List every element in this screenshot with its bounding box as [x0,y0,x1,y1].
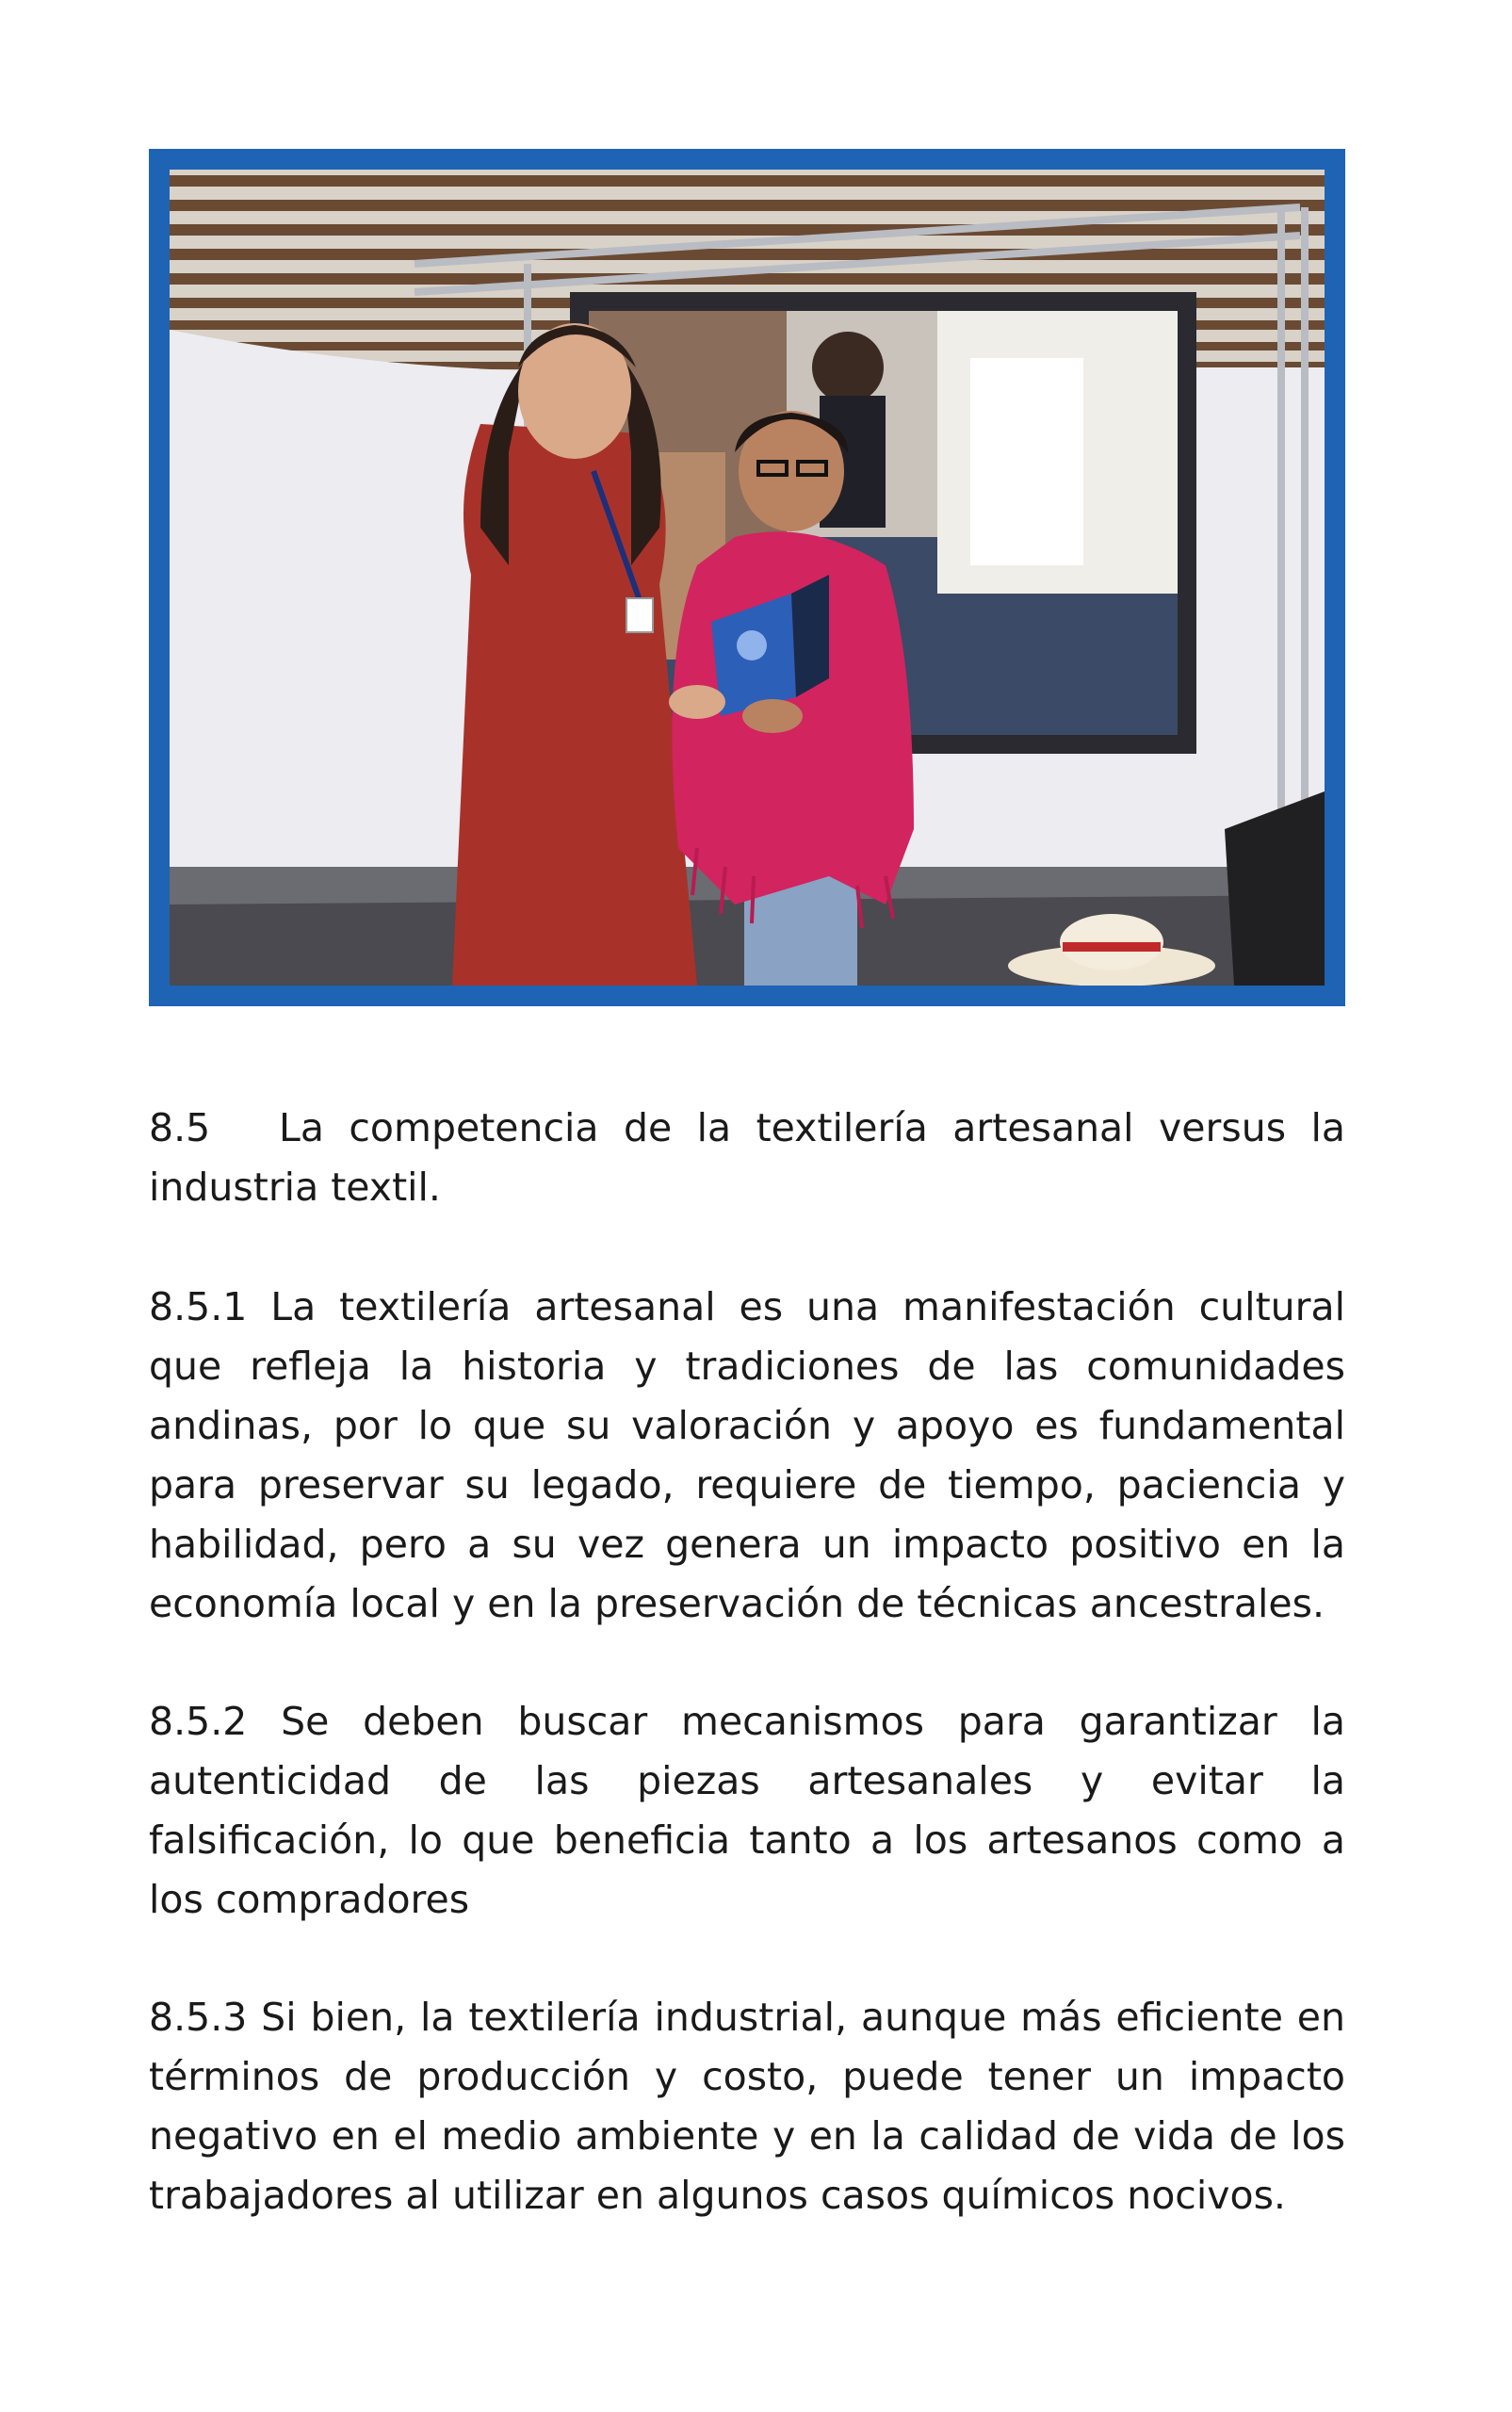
photo-illustration [170,170,1325,986]
paragraph-8-5-2: 8.5.2 Se deben buscar mecanismos para garantizar la autenticidad de las piezas artesanales y evitar la falsificación, lo que beneficia tanto a los artesanos como a los compradores [149,1699,1345,1922]
section-number: 8.5 [149,1105,211,1150]
section-heading [149,1099,1345,1217]
event-photo [149,149,1345,1006]
paragraph-8-5-1: 8.5.1 La textilería artesanal es una manifestación cultural que refleja la historia y tradiciones de las comunidades andinas, por lo que su valoración y apoyo es fundamental para preservar su legado, requiere de tiempo, paciencia y habilidad, pero a su vez genera un impacto positivo en la economía local y en la preservación de técnicas ancestrales. [149,1284,1345,1626]
paragraph-8-5-3: 8.5.3 Si bien, la textilería industrial, aunque más eficiente en términos de producción y costo, puede tener un impacto negativo en el medio ambiente y en la calidad de vida de los trabajadores al utilizar en algunos casos químicos nocivos. [149,1995,1345,2218]
section-title: La competencia de la textilería artesanal versus la industria textil. [149,1105,1345,1210]
